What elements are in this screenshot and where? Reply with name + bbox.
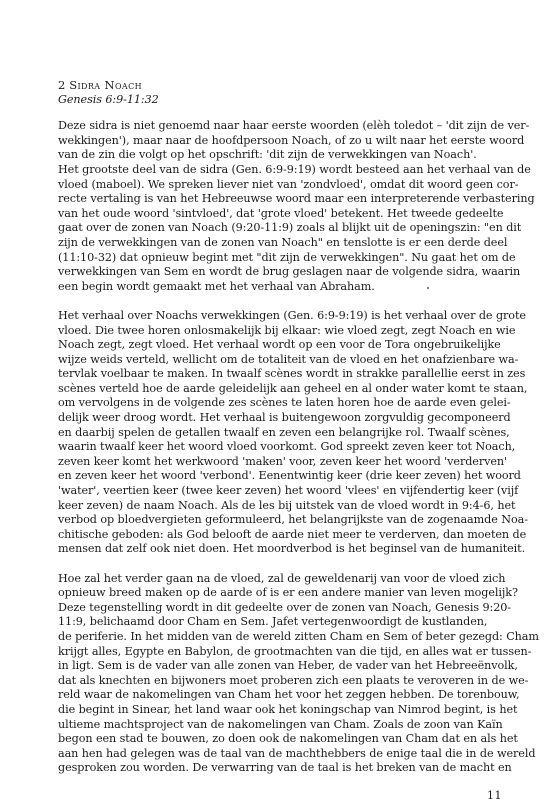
text-line: waarin twaalf keer het woord vloed voorkomt. God spreekt zeven keer tot Noach, xyxy=(58,440,516,454)
paragraph-sons-of-noah xyxy=(58,571,539,776)
text-line: zeven keer komt het werkwoord 'maken' voor, zeven keer het woord 'verderven' xyxy=(58,454,508,468)
text-line: zijn de verwekkingen van de zonen van Noach" en tenslotte is er een derde deel xyxy=(58,235,508,249)
text-line: Deze sidra is niet genoemd naar haar eerste woorden (elèh toledot – 'dit zijn de ver- xyxy=(58,119,530,133)
speck-mark xyxy=(427,287,429,289)
text-line: en daarbij spelen de getallen twaalf en zeven een belangrijke rol. Twaalf scènes, xyxy=(58,425,510,439)
text-line: ultieme machtsproject van de nakomelingen van Cham. Zoals de zoon van Kaïn xyxy=(58,717,503,731)
text-line: en zeven keer het woord 'verbond'. Eenentwintig keer (drie keer zeven) het woord xyxy=(58,469,521,483)
text-line: recte vertaling is van het Hebreeuwse woord maar een interpreterende verbastering xyxy=(58,192,535,206)
text-line: Deze tegenstelling wordt in dit gedeelte over de zonen van Noach, Genesis 9:20- xyxy=(58,600,511,614)
text-line: gaat over de zonen van Noach (9:20-11:9) zoals al blijkt uit de openingszin: "en dit xyxy=(58,221,522,235)
text-line: van de zin die volgt op het opschrift: 'dit zijn de verwekkingen van Noach'. xyxy=(58,148,477,162)
text-line: wekkingen'), maar naar de hoofdpersoon Noach, of zo u wilt naar het eerste woord xyxy=(58,133,525,147)
section-heading xyxy=(58,78,520,93)
text-line: krijgt alles, Egypte en Babylon, de grootmachten van die tijd, en alles wat er tussen- xyxy=(58,644,532,658)
text-line: verbod op bloedvergieten geformuleerd, het belangrijkste van de zogenaamde Noa- xyxy=(58,513,528,527)
text-line: vloed (maboel). We spreken liever niet van 'zondvloed', omdat dit woord geen cor- xyxy=(58,177,519,191)
text-line: van het oude woord 'sintvloed', dat 'grote vloed' betekent. Het tweede gedeelte xyxy=(58,206,504,220)
text-line: begon een stad te bouwen, zo doen ook de nakomelingen van Cham dat en als het xyxy=(58,732,518,746)
section-number: 2 xyxy=(58,78,66,92)
text-line: reld waar de nakomelingen van Cham het voor het zeggen hebben. De torenbouw, xyxy=(58,688,520,702)
text-line: scènes verteld hoe de aarde geleidelijk aan geheel en al onder water komt te staan, xyxy=(58,381,528,395)
text-line: 11:9, belichaamd door Cham en Sem. Jafet vertegenwoordigt de kustlanden, xyxy=(58,615,488,629)
text-line: Het grootste deel van de sidra (Gen. 6:9-9:19) wordt besteed aan het verhaal van de xyxy=(58,162,531,176)
text-line: tervlak voelbaar te maken. In twaalf scènes wordt in strakke parallellie eerst in zes xyxy=(58,367,526,381)
text-line: Noach zegt, zegt vloed. Het verhaal wordt op een voor de Tora ongebruikelijke xyxy=(58,338,501,352)
text-line: Hoe zal het verder gaan na de vloed, zal de geweldenarij van voor de vloed zich xyxy=(58,571,506,585)
text-line: dat als knechten en bijwoners moet proberen zich een plaats te veroveren in de we- xyxy=(58,673,529,687)
text-line: verwekkingen van Sem en wordt de brug geslagen naar de volgende sidra, waarin xyxy=(58,265,521,279)
paragraph-flood-story xyxy=(58,308,528,557)
text-line: wijze weids verteld, wellicht om de totaliteit van de vloed en het onafzienbare wa- xyxy=(58,352,519,366)
section-title: Sidra Noach xyxy=(69,78,143,92)
text-line: gesproken zou worden. De verwarring van de taal is het breken van de macht en xyxy=(58,761,512,775)
text-line: die begint in Sinear, het land waar ook het koningschap van Nimrod begint, is het xyxy=(58,702,518,716)
text-line: keer zeven) de naam Noach. Als de les bij uitstek van de vloed wordt in 9:4-6, het xyxy=(58,498,516,512)
text-line: delijk weer droog wordt. Het verhaal is buitengewoon zorgvuldig gecomponeerd xyxy=(58,411,511,425)
text-line: chitische geboden: als God belooft de aarde niet meer te verderven, dan moeten de xyxy=(58,527,527,541)
text-line: Het verhaal over Noachs verwekkingen (Gen. 6:9-9:19) is het verhaal over de grote xyxy=(58,308,526,322)
page-body xyxy=(58,78,539,791)
text-line: 'water', veertien keer (twee keer zeven) het woord 'vlees' en vijfendertig keer (vijf xyxy=(58,484,519,498)
text-line: opnieuw breed maken op de aarde of is er een andere manier van leven mogelijk? xyxy=(58,586,518,600)
text-line: om vervolgens in de volgende zes scènes te laten horen hoe de aarde even gelei- xyxy=(58,396,511,410)
text-line: mensen dat zelf ook niet doen. Het moordverbod is het beginsel van de humaniteit. xyxy=(58,542,526,556)
text-line: vloed. Die twee horen onlosmakelijk bij elkaar: wie vloed zegt, zegt Noach en wie xyxy=(58,323,516,337)
section-reference: Genesis 6:9-11:32 xyxy=(58,92,159,106)
text-line: de periferie. In het midden van de wereld zitten Cham en Sem of beter gezegd: Cham xyxy=(58,629,539,643)
paragraph-intro xyxy=(58,119,535,294)
text-line: (11:10-32) dat opnieuw begint met "dit zijn de verwekkingen". Nu gaat het om de xyxy=(58,250,516,264)
page-number: 11 xyxy=(487,789,502,802)
text-line: in ligt. Sem is de vader van alle zonen van Heber, de vader van het Hebreeënvolk, xyxy=(58,659,518,673)
text-line: aan hen had gelegen was de taal van de machthebbers de enige taal die in de wereld xyxy=(58,746,536,760)
text-line: een begin wordt gemaakt met het verhaal van Abraham. xyxy=(58,279,375,293)
